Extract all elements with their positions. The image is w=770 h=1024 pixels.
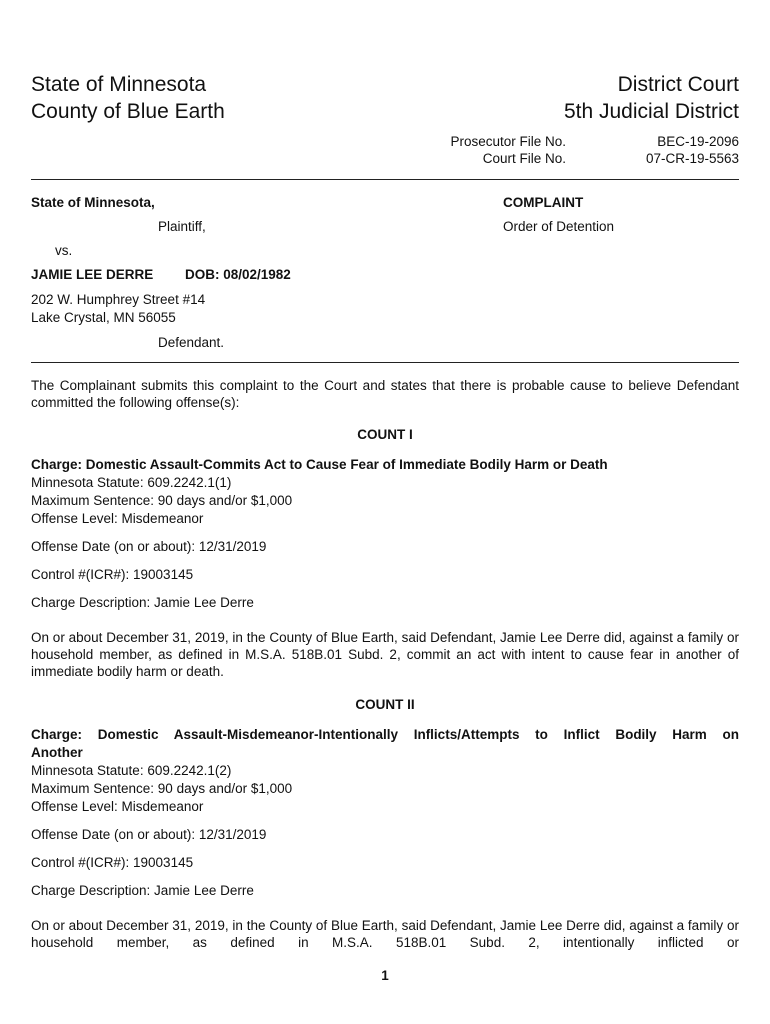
versus-label: vs. [55,243,73,258]
header-divider [31,179,739,180]
plaintiff-role: Plaintiff, [158,219,206,234]
document-type: COMPLAINT [503,195,584,210]
prosecutor-file-label: Prosecutor File No. [450,134,566,149]
page-number: 1 [381,968,389,983]
court-file-value: 07-CR-19-5563 [645,151,739,166]
statute-line: Minnesota Statute: 609.2242.1(2) [31,763,232,778]
statute-line: Minnesota Statute: 609.2242.1(1) [31,475,232,490]
sentence-line: Maximum Sentence: 90 days and/or $1,000 [31,781,293,796]
defendant-role: Defendant. [158,335,225,350]
charge-description-line: Charge Description: Jamie Lee Derre [31,595,254,610]
count-narrative: On or about December 31, 2019, in the County of Blue Earth, said Defendant, Jamie Lee Derre did, against a family or household member, as defined in M.S.A. 518B.01 Subd. 2, commit an act with intent to cause fear in another of immediate bodily harm or death. [31,630,739,679]
defendant-dob: DOB: 08/02/1982 [185,267,291,282]
prosecutor-file-value: BEC-19-2096 [657,134,739,149]
control-number-line: Control #(ICR#): 19003145 [31,855,194,870]
charge-description-line: Charge Description: Jamie Lee Derre [31,883,254,898]
count-title: COUNT II [355,697,415,712]
offense-level-line: Offense Level: Misdemeanor [31,799,204,814]
state-heading: State of Minnesota [31,73,207,96]
document-subtype: Order of Detention [503,219,615,234]
address-line2: Lake Crystal, MN 56055 [31,310,176,325]
charge-heading-continued: Another [31,745,83,760]
charge-heading: Charge: Domestic Assault-Misdemeanor-Intentionally Inflicts/Attempts to Inflict Bodily Harm on [31,727,739,742]
address-line1: 202 W. Humphrey Street #14 [31,292,206,307]
caption-divider [31,362,739,363]
court-file-label: Court File No. [482,151,566,166]
control-number-line: Control #(ICR#): 19003145 [31,567,194,582]
court-heading: District Court [617,73,739,96]
sentence-line: Maximum Sentence: 90 days and/or $1,000 [31,493,293,508]
charge-heading: Charge: Domestic Assault-Commits Act to Cause Fear of Immediate Bodily Harm or Death [31,457,608,472]
offense-date-line: Offense Date (on or about): 12/31/2019 [31,539,267,554]
offense-date-line: Offense Date (on or about): 12/31/2019 [31,827,267,842]
defendant-name: JAMIE LEE DERRE [31,267,154,282]
count-narrative: On or about December 31, 2019, in the County of Blue Earth, said Defendant, Jamie Lee Derre did, against a family or household member, as defined in M.S.A. 518B.01 Subd. 2, intentionally inflicted or [31,918,739,950]
county-heading: County of Blue Earth [31,100,225,123]
plaintiff-name: State of Minnesota, [31,195,155,210]
offense-level-line: Offense Level: Misdemeanor [31,511,204,526]
district-heading: 5th Judicial District [563,100,739,123]
intro-paragraph: The Complainant submits this complaint to the Court and states that there is probable cause to believe Defendant committed the following offense(s): [31,378,739,410]
count-title: COUNT I [357,427,413,442]
